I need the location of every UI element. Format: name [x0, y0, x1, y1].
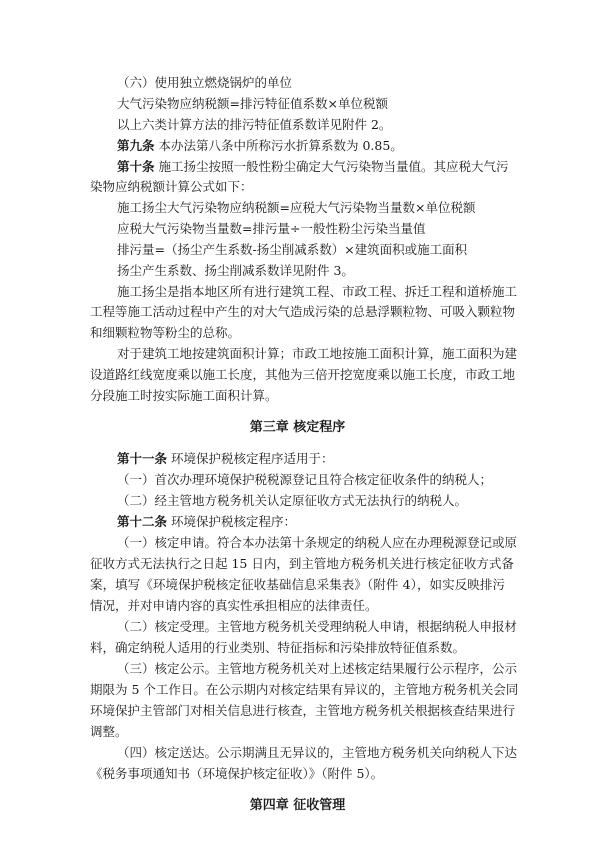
- text-line: （二）经主管地方税务机关认定原征收方式无法执行的纳税人。: [117, 493, 468, 508]
- text-line: 工程等施工活动过程中产生的对大气造成污染的总悬浮颗粒物、可吸入颗粒物: [90, 304, 516, 319]
- text-line: （六）使用独立燃烧锅炉的单位: [117, 75, 293, 90]
- text-line: 环境保护主管部门对相关信息进行核查，主管地方税务机关根据核查结果进行: [90, 703, 516, 718]
- text-line: （四）核定送达。公示期满且无异议的，主管地方税务机关向纳税人下达: [117, 745, 518, 760]
- article-text: 环境保护税核定程序：: [171, 514, 297, 529]
- text-line: 以上六类计算方法的排污特征值系数详见附件 2。: [117, 117, 392, 132]
- article-number: 第十条: [117, 159, 155, 174]
- formula-line: 排污量=（扬尘产生系数-扬尘削减系数）×建筑面积或施工面积: [117, 242, 468, 257]
- text-line: 分段施工时按实际施工面积计算。: [90, 388, 278, 403]
- article-11-paragraph: [117, 451, 334, 467]
- text-line: 情况，并对申请内容的真实性承担相应的法律责任。: [90, 598, 378, 613]
- text-line: 扬尘产生系数、扬尘削减系数详见附件 3。: [117, 263, 354, 278]
- text-line: 设道路红线宽度乘以施工长度，其他为三倍开挖宽度乘以施工长度，市政工地: [90, 367, 516, 382]
- article-9-paragraph: [117, 138, 403, 154]
- text-line: （二）核定受理。主管地方税务机关受理纳税人申请，根据纳税人申报材: [117, 619, 518, 634]
- text-line: （三）核定公示。主管地方税务机关对上述核定结果履行公示程序，公示: [117, 661, 518, 676]
- text-line: 染物应纳税额计算公式如下：: [90, 179, 253, 194]
- text-line: 施工扬尘是指本地区所有进行建筑工程、市政工程、拆迁工程和道桥施工: [117, 284, 518, 299]
- text-line: （一）核定申请。符合本办法第十条规定的纳税人应在办理税源登记或原: [117, 535, 518, 550]
- article-12-paragraph: [117, 514, 296, 530]
- text-line: 和细颗粒物等粉尘的总称。: [90, 325, 241, 340]
- article-text: 本办法第八条中所称污水折算系数为 0.85。: [158, 138, 403, 153]
- chapter-heading: 第四章 征收管理: [249, 798, 346, 813]
- article-number: 第十一条: [117, 451, 168, 466]
- text-line: 大气污染物应纳税额=排污特征值系数×单位税额: [117, 96, 388, 111]
- article-10-paragraph: [117, 159, 509, 175]
- formula-line: 施工扬尘大气污染物应纳税额=应税大气污染物当量数×单位税额: [117, 200, 476, 215]
- text-line: 对于建筑工地按建筑面积计算；市政工地按施工面积计算，施工面积为建: [117, 346, 518, 361]
- text-line: 案，填写《环境保护税核定征收基础信息采集表》（附件 4），如实反映排污: [90, 577, 505, 592]
- article-number: 第九条: [117, 138, 155, 153]
- chapter-heading: 第三章 核定程序: [249, 420, 346, 435]
- formula-line: 应税大气污染物当量数=排污量÷一般性粉尘污染当量值: [117, 221, 426, 236]
- article-text: 施工扬尘按照一般性粉尘确定大气污染物当量值。其应税大气污: [158, 159, 509, 174]
- text-line: 征收方式无法执行之日起 15 日内，到主管地方税务机关进行核定征收方式备: [90, 556, 514, 571]
- text-line: 期限为 5 个工作日。在公示期内对核定结果有异议的，主管地方税务机关会同: [90, 682, 519, 697]
- text-line: 料，确定纳税人适用的行业类别、特征指标和污染排放特征值系数。: [90, 640, 466, 655]
- article-text: 环境保护税核定程序适用于：: [171, 451, 334, 466]
- text-line: （一）首次办理环境保护税税源登记且符合核定征收条件的纳税人；: [117, 472, 493, 487]
- article-number: 第十二条: [117, 514, 168, 529]
- text-line: 《税务事项通知书（环境保护核定征收）》（附件 5）。: [90, 766, 384, 781]
- text-line: 调整。: [90, 724, 128, 739]
